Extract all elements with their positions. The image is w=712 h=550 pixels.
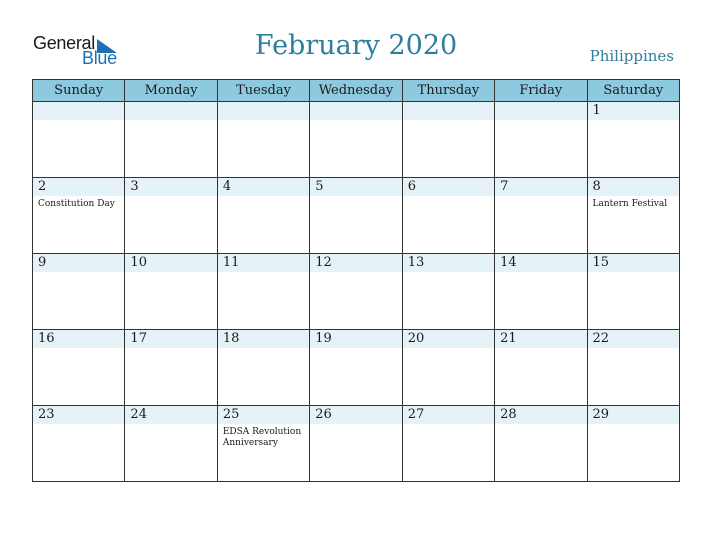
day-header-band <box>310 102 401 120</box>
day-cell <box>33 102 125 178</box>
day-cell <box>495 406 587 482</box>
week-row <box>33 102 680 178</box>
weekday-header-row <box>33 80 680 102</box>
day-cell <box>587 178 679 254</box>
day-number: 22 <box>592 331 610 346</box>
day-cell <box>217 254 309 330</box>
day-number: 15 <box>592 255 610 270</box>
week-row <box>33 254 680 330</box>
weekday-header: Friday <box>495 80 587 102</box>
weekday-header: Tuesday <box>217 80 309 102</box>
weekday-header: Monday <box>125 80 217 102</box>
day-number: 19 <box>315 331 332 346</box>
day-number: 24 <box>130 407 147 422</box>
week-row <box>33 330 680 406</box>
day-cell <box>310 406 402 482</box>
logo-text-blue: Blue <box>82 48 117 68</box>
day-number: 16 <box>38 331 55 346</box>
day-number: 5 <box>315 179 324 194</box>
day-cell <box>217 102 309 178</box>
day-number: 6 <box>407 179 416 194</box>
day-cell <box>402 102 494 178</box>
country-label: Philippines <box>589 47 674 65</box>
day-header-band <box>125 102 216 120</box>
day-number: 3 <box>130 179 139 194</box>
day-cell <box>125 330 217 406</box>
day-number: 10 <box>130 255 147 270</box>
day-header-band <box>588 102 679 120</box>
day-number: 20 <box>407 331 425 346</box>
day-header-band <box>33 254 124 272</box>
day-number: 11 <box>222 255 240 270</box>
day-number: 21 <box>500 331 517 346</box>
day-number: 23 <box>38 407 55 422</box>
day-number: 26 <box>315 407 332 422</box>
day-number: 1 <box>592 103 601 118</box>
day-header-band <box>218 178 309 196</box>
day-number: 17 <box>130 331 147 346</box>
day-cell <box>310 330 402 406</box>
day-number: 2 <box>38 179 47 194</box>
logo-text-general: General <box>33 33 95 53</box>
day-cell <box>33 178 125 254</box>
day-cell <box>125 254 217 330</box>
week-row <box>33 406 680 482</box>
day-number: 12 <box>315 255 332 270</box>
day-cell <box>495 330 587 406</box>
day-cell <box>310 178 402 254</box>
day-number: 8 <box>592 179 601 194</box>
day-cell <box>402 178 494 254</box>
weekday-header: Sunday <box>33 80 125 102</box>
day-cell <box>217 330 309 406</box>
calendar-body <box>33 102 680 482</box>
weekday-header: Thursday <box>402 80 494 102</box>
day-cell <box>310 254 402 330</box>
day-cell <box>33 254 125 330</box>
day-header-band <box>33 102 124 120</box>
day-cell <box>495 102 587 178</box>
day-cell <box>217 178 309 254</box>
calendar-grid <box>32 79 680 482</box>
day-cell <box>125 102 217 178</box>
day-cell <box>402 406 494 482</box>
day-number: 9 <box>38 255 47 270</box>
day-number: 25 <box>222 407 240 422</box>
day-number: 28 <box>500 407 517 422</box>
day-number: 18 <box>222 331 240 346</box>
day-header-band <box>403 178 494 196</box>
day-number: 7 <box>500 179 509 194</box>
weekday-header: Saturday <box>587 80 679 102</box>
weekday-header: Wednesday <box>310 80 402 102</box>
day-cell <box>125 406 217 482</box>
day-number: 29 <box>592 407 610 422</box>
day-cell <box>310 102 402 178</box>
day-number: 27 <box>407 407 425 422</box>
holiday-label: Lantern Festival <box>592 199 668 209</box>
day-cell <box>402 254 494 330</box>
day-header-band <box>125 178 216 196</box>
day-header-band <box>33 178 124 196</box>
day-cell <box>125 178 217 254</box>
day-header-band <box>588 178 679 196</box>
day-cell <box>587 330 679 406</box>
day-cell <box>33 330 125 406</box>
day-header-band <box>403 102 494 120</box>
day-header-band <box>310 178 401 196</box>
week-row <box>33 178 680 254</box>
day-number: 4 <box>222 179 232 194</box>
calendar-title: February 2020 <box>254 30 458 61</box>
day-cell <box>495 178 587 254</box>
day-header-band <box>495 178 586 196</box>
day-cell <box>587 406 679 482</box>
day-cell <box>587 254 679 330</box>
day-cell <box>217 406 309 482</box>
day-header-band <box>218 102 309 120</box>
holiday-label: EDSA Revolution Anniversary <box>222 427 302 448</box>
day-cell <box>402 330 494 406</box>
day-number: 13 <box>407 255 425 270</box>
day-cell <box>587 102 679 178</box>
day-cell <box>495 254 587 330</box>
day-cell <box>33 406 125 482</box>
day-header-band <box>495 102 586 120</box>
holiday-label: Constitution Day <box>38 199 115 209</box>
day-number: 14 <box>500 255 517 270</box>
